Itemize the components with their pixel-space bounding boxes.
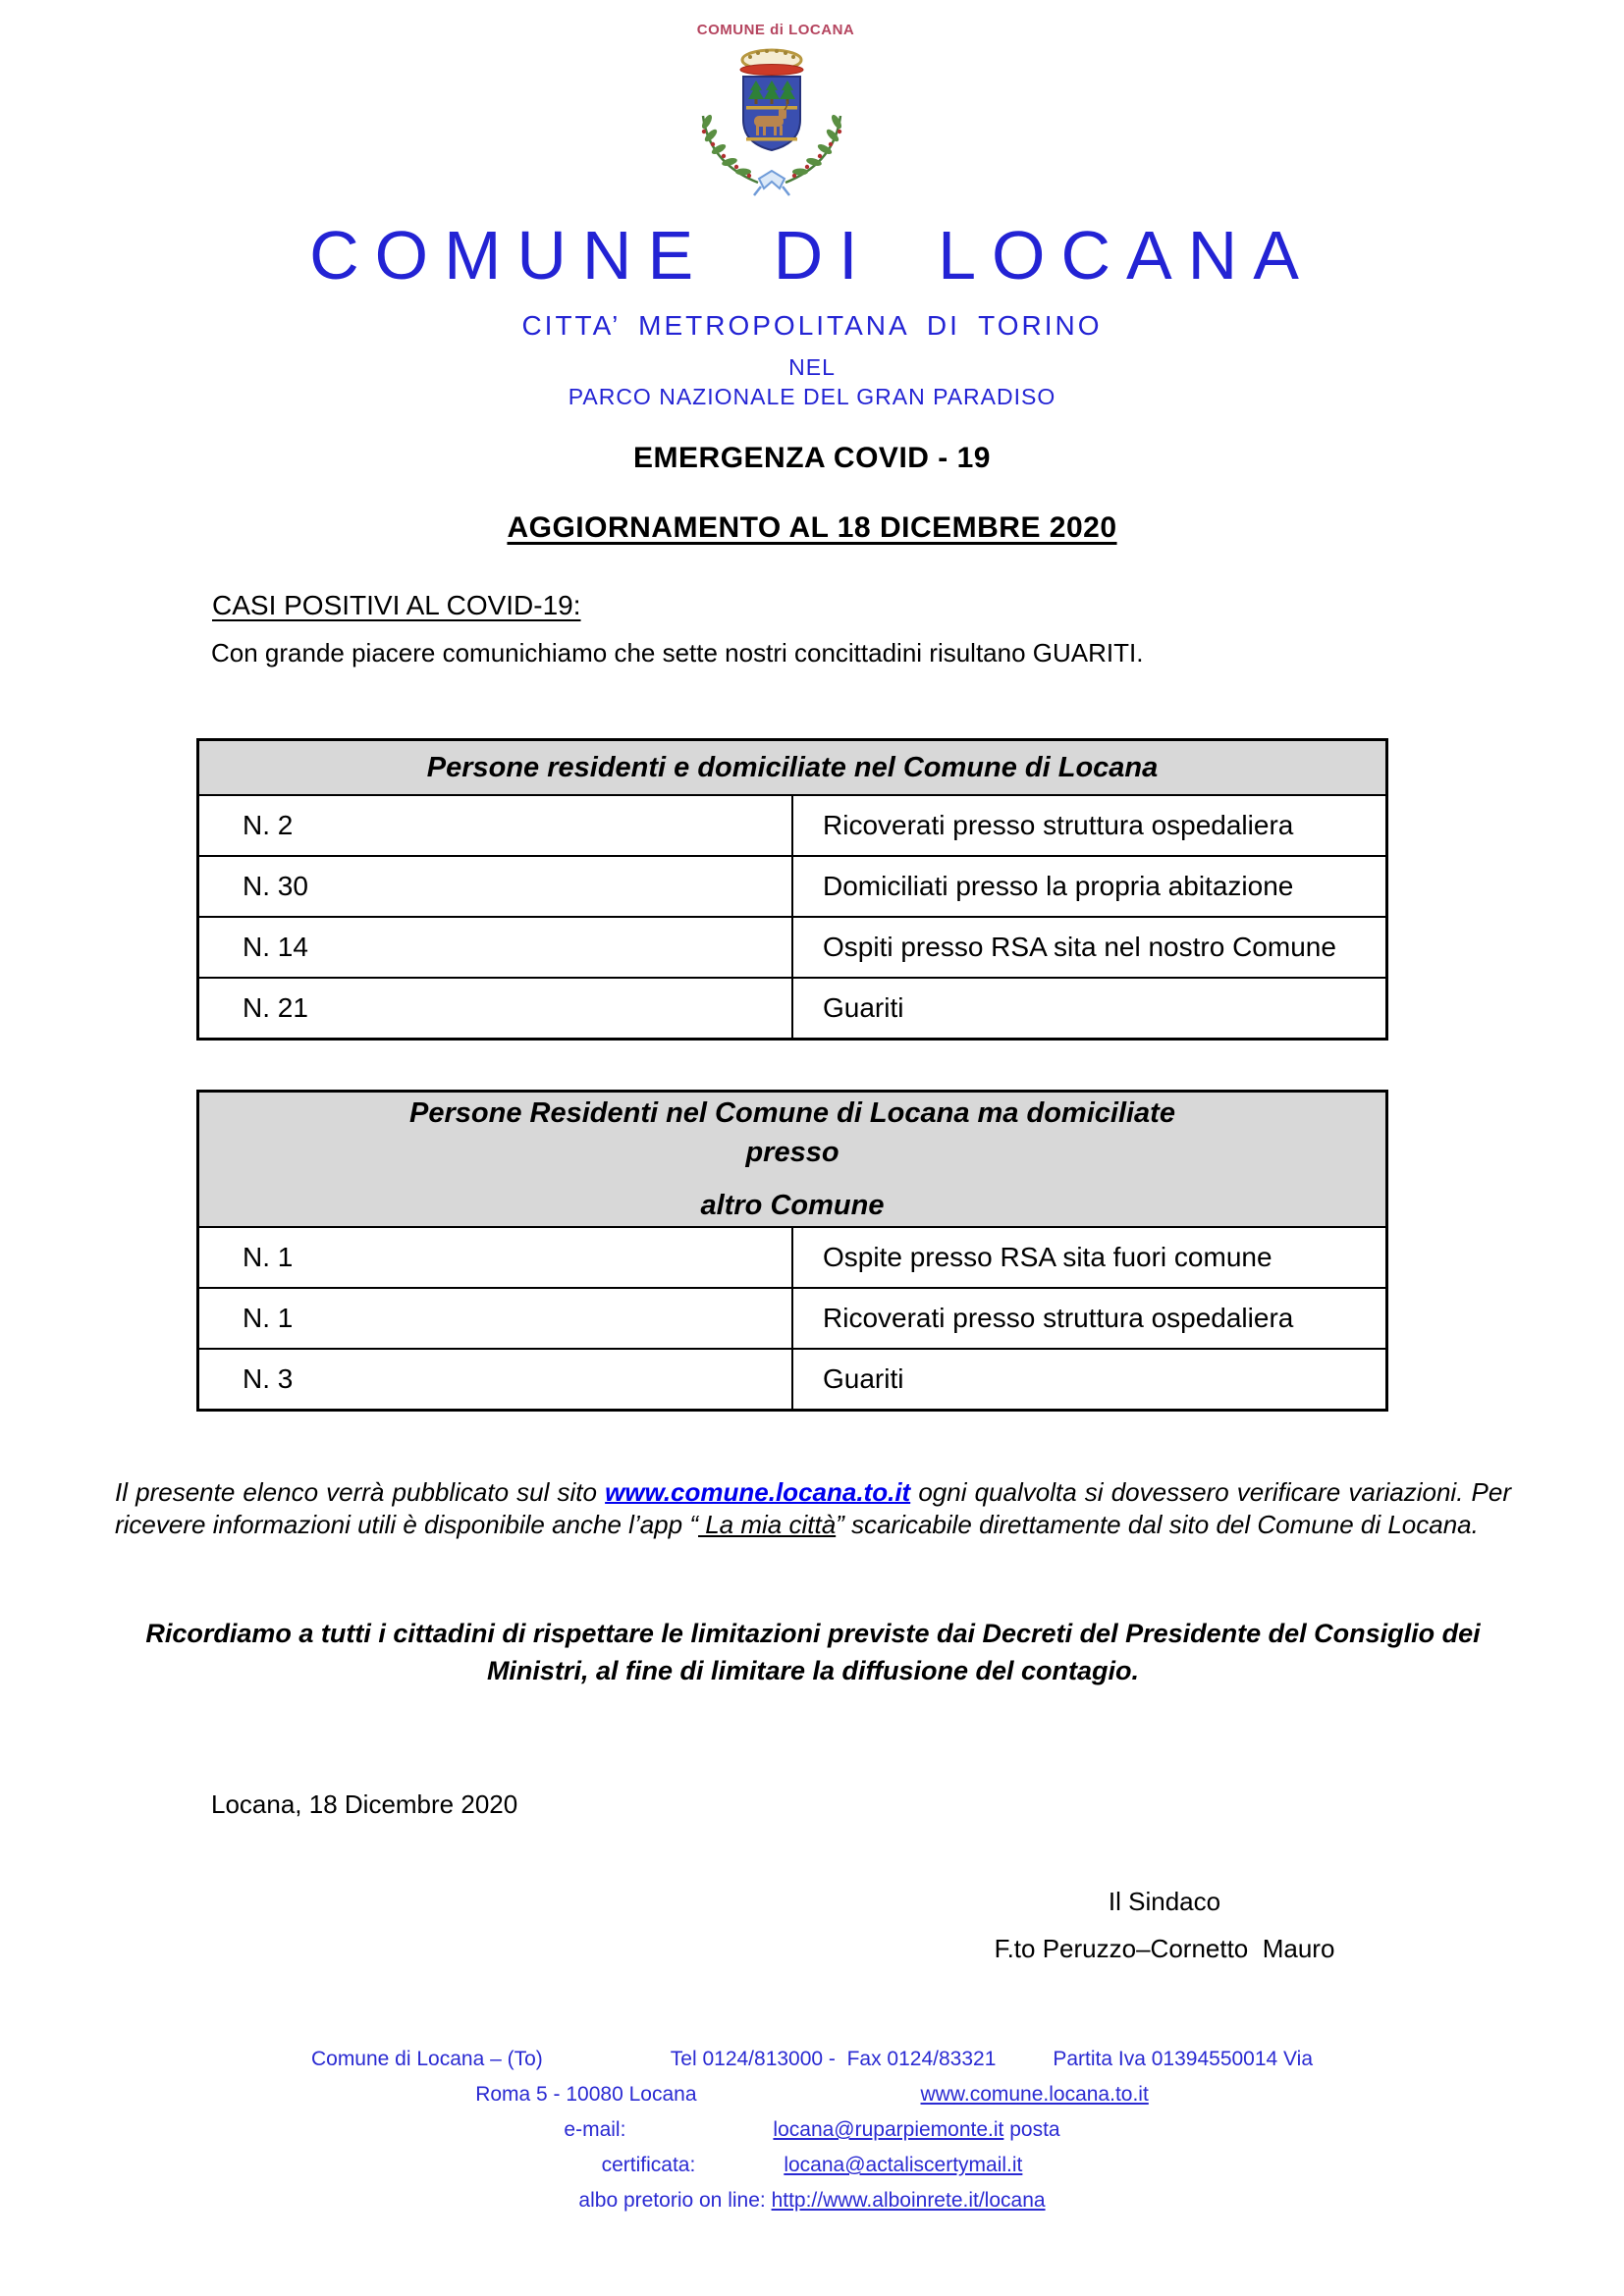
table-title-line2: presso — [745, 1137, 839, 1168]
case-count-cell: N. 1 — [198, 1227, 793, 1288]
table-header-row — [198, 1092, 1387, 1228]
section-label-casi-positivi: CASI POSITIVI AL COVID-19: — [212, 590, 581, 620]
footer-line-1 — [0, 2048, 1624, 2083]
footer-address: Roma 5 - 10080 Locana — [475, 2083, 697, 2106]
table-title — [198, 1092, 1387, 1228]
quote-close: ” — [836, 1510, 844, 1539]
footer-email-link[interactable]: locana@ruparpiemonte.it — [773, 2118, 1004, 2141]
case-count-cell: N. 30 — [198, 856, 793, 917]
signature-name: F.to Peruzzo–Cornetto Mauro — [994, 1934, 1335, 1963]
table-row — [198, 1288, 1387, 1349]
footer-org: Comune di Locana – (To) — [310, 2048, 543, 2070]
signature-block — [919, 1878, 1410, 1972]
heading-aggiornamento — [0, 511, 1624, 545]
footer-email-tail: posta — [1003, 2118, 1060, 2141]
paragraph-text: Il presente elenco verrà pubblicato sul sito — [115, 1477, 606, 1507]
site-link[interactable]: www.comune.locana.to.it — [605, 1477, 911, 1507]
table-title: Persone residenti e domiciliate nel Comune di Locana — [198, 740, 1387, 796]
crest-caption: COMUNE di LOCANA — [696, 22, 855, 38]
case-desc-cell: Ricoverati presso struttura ospedaliera — [792, 1288, 1387, 1349]
case-desc-cell: Ospiti presso RSA sita nel nostro Comune — [792, 917, 1387, 978]
table-row — [198, 978, 1387, 1040]
case-count-cell: N. 1 — [198, 1288, 793, 1349]
letterhead-line4: PARCO NAZIONALE DEL GRAN PARADISO — [568, 384, 1056, 409]
footer-albo-link[interactable]: http://www.alboinrete.it/locana — [771, 2189, 1046, 2212]
table-row — [198, 1227, 1387, 1288]
publication-paragraph — [115, 1476, 1511, 1541]
table-row — [198, 1349, 1387, 1411]
table-row — [198, 917, 1387, 978]
footer-tel-fax: Tel 0124/813000 - Fax 0124/83321 — [670, 2048, 997, 2070]
footer-line-3 — [0, 2118, 1624, 2154]
letterhead-line3: NEL — [788, 354, 836, 380]
footer-certified-email-link[interactable]: locana@actaliscertymail.it — [784, 2154, 1023, 2176]
table-row — [198, 856, 1387, 917]
footer-albo-label: albo pretorio on line: — [578, 2189, 772, 2212]
case-desc-cell: Guariti — [792, 1349, 1387, 1411]
case-desc-cell: Guariti — [792, 978, 1387, 1040]
heading-emergenza: EMERGENZA COVID - 19 — [633, 442, 991, 474]
quote-open: “ — [689, 1510, 698, 1539]
intro-sentence: Con grande piacere comunichiamo che sette nostri concittadini risultano GUARITI. — [211, 638, 1144, 667]
case-count-cell: N. 3 — [198, 1349, 793, 1411]
table-title-line3: altro Comune — [700, 1190, 885, 1221]
municipal-crest-icon — [648, 45, 903, 207]
footer-line-4 — [0, 2154, 1624, 2189]
case-desc-cell: Ospite presso RSA sita fuori comune — [792, 1227, 1387, 1288]
reminder-paragraph: Ricordiamo a tutti i cittadini di rispettare le limitazioni previste dai Decreti del Presidente del Consiglio dei Ministri, al fine di limitare la diffusione del contagio. — [145, 1619, 1481, 1685]
case-desc-cell: Ricoverati presso struttura ospedaliera — [792, 795, 1387, 856]
signature-role: Il Sindaco — [1108, 1887, 1221, 1916]
case-desc-cell: Domiciliati presso la propria abitazione — [792, 856, 1387, 917]
page-title: COMUNE DI LOCANA — [309, 217, 1315, 294]
date-line: Locana, 18 Dicembre 2020 — [211, 1789, 518, 1819]
app-name: La mia città — [698, 1510, 837, 1539]
paragraph-text: ogni qualvolta si dovessero verificare variazioni. Per ricevere informazioni utili è disponibile anche l’app — [115, 1477, 1512, 1539]
footer — [0, 2048, 1624, 2224]
page-subtitle: CITTA’ METROPOLITANA DI TORINO — [521, 310, 1103, 341]
heading-aggiornamento-text: AGGIORNAMENTO AL 18 DICEMBRE 2020 — [507, 511, 1117, 544]
table-header-row — [198, 740, 1387, 796]
case-count-cell: N. 21 — [198, 978, 793, 1040]
residents-table — [196, 738, 1388, 1041]
table-row — [198, 795, 1387, 856]
footer-partita-iva: Partita Iva 01394550014 Via — [1053, 2048, 1314, 2070]
footer-certified-label: certificata: — [601, 2154, 696, 2176]
footer-line-5 — [0, 2189, 1624, 2224]
paragraph-text: scaricabile direttamente dal sito del Comune di Locana. — [843, 1510, 1479, 1539]
case-count-cell: N. 14 — [198, 917, 793, 978]
residents-elsewhere-table — [196, 1090, 1388, 1412]
footer-email-label: e-mail: — [564, 2118, 626, 2141]
case-count-cell: N. 2 — [198, 795, 793, 856]
table-title-line1: Persone Residenti nel Comune di Locana ma domiciliate — [409, 1097, 1175, 1129]
footer-line-2 — [0, 2083, 1624, 2118]
footer-email-wrap — [773, 2118, 1059, 2142]
footer-website-link[interactable]: www.comune.locana.to.it — [920, 2083, 1149, 2106]
